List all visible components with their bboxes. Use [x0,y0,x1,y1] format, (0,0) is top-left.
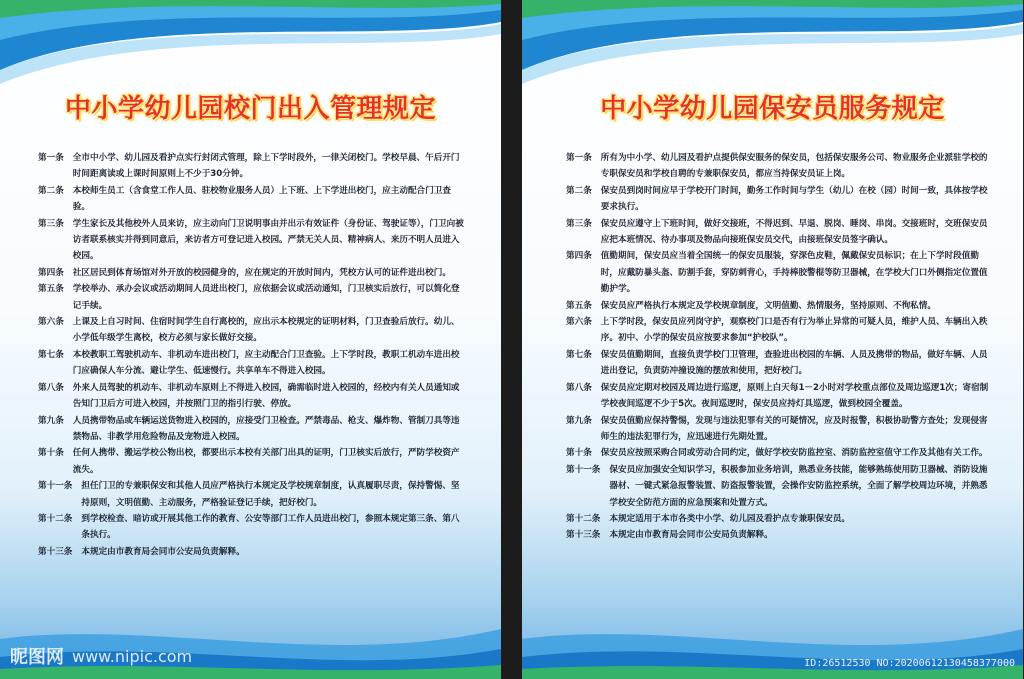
article-number: 第六条 [38,317,64,328]
article-text: 本校教职工驾驶机动车、非机动车进出校门，应主动配合门卫查验。上下学时段，教职工机动车进出校门应确保人车分流、避让学生、低速慢行。共享单车不得进入校园。 [72,349,460,377]
right-poster [522,0,1023,679]
article-text: 保安员值勤期间，直接负责学校门卫管理，查验进出校园的车辆、人员及携带的物品，做好车辆、人员进出登记，负责防冲撞设施的摆放和使用，把好校门。 [600,349,988,377]
article-number: 第七条 [566,349,592,360]
article-item [566,462,990,511]
article-number: 第四条 [566,251,592,262]
article-item [566,298,990,314]
top-wave-decoration [522,0,1023,90]
article-text: 本规定由市教育局会同市公安局负责解释。 [81,546,245,557]
article-number: 第七条 [38,349,64,360]
article-number: 第九条 [38,415,64,426]
article-text: 全市中小学、幼儿园及看护点实行封闭式管理，除上下学时段外，一律关闭校门。学校早晨、午后开门时间距离读或上课时间原则上不少于30分钟。 [72,153,460,180]
article-item [566,445,990,461]
article-text: 保安员应遵守上下班时间，做好交接班，不得迟到、早退、脱岗、睡岗、串岗。交接班时，交班保安员应把本班情况、待办事项及物品向接班保安员交代，由接班保安员签字确认。 [600,218,988,246]
article-number: 第一条 [38,153,64,163]
article-text: 社区居民到体育场馆对外开放的校园健身的，应在规定的开放时间内，凭校方认可的证件进出校门。 [72,267,451,278]
article-number: 第九条 [566,415,592,426]
article-item [38,150,464,183]
article-number: 第十一条 [38,481,73,492]
article-list [566,150,990,544]
article-number: 第四条 [38,267,64,278]
article-item [38,347,464,380]
article-text: 上课及上自习时间、住宿时间学生自行离校的，应出示本校规定的证明材料，门卫查验后放行。幼儿、小学低年级学生离校，校方必须与家长做好交接。 [72,317,460,344]
article-text: 本校师生员工（含食堂工作人员、驻校物业服务人员）上下班、上下学进出校门，应主动配合门卫查验。 [72,185,451,213]
article-number: 第八条 [566,382,592,393]
top-wave-decoration [0,0,501,90]
article-item [38,265,464,281]
watermark-brand [10,643,192,669]
article-text: 本规定适用于本市各类中小学、幼儿园及看护点专兼职保安员。 [609,513,851,524]
article-item [566,216,990,249]
article-text: 学生家长及其他校外人员来访，应主动向门卫说明事由并出示有效证件（身份证、驾驶证等），门卫向被访者联系核实并得到同意后，来访者方可登记进入校园。严禁无关人员、精神病人、来历不明人员进入校园。 [72,218,464,262]
brand-text: 昵图网 [10,647,64,668]
article-number: 第一条 [566,153,592,163]
article-item [38,281,464,314]
watermark-id: ID:26512530 NO:20200612130458377000 [804,658,1015,669]
article-number: 第五条 [566,300,592,311]
article-item [38,314,464,347]
article-number: 第二条 [566,185,592,196]
article-text: 保安员应严格执行本规定及学校规章制度，文明值勤、热情服务，坚持原则、不徇私情。 [600,300,936,311]
article-item [38,544,464,560]
article-text: 保安员应加强安全知识学习，积极参加业务培训，熟悉业务技能，能够熟练使用防卫器械、消防设施器材、一键式紧急报警装置、防盗报警装置，会操作安防监控系统，全面了解学校周边环境，并熟悉学校安全防范方面的应急预案和处置方式。 [609,464,988,508]
article-item [38,413,464,446]
article-item [566,511,990,527]
article-list [38,150,464,560]
article-text: 保安员值勤应保持警惕，发现与违法犯罪有关的可疑情况，应及时报警，积极协助警方查处；发现侵害师生的违法犯罪行为，应迅速进行先期处置。 [600,415,988,442]
poster-title: 中小学幼儿园保安员服务规定 [600,94,945,124]
article-item [566,347,990,380]
article-text: 本规定由市教育局会同市公安局负责解释。 [609,530,773,541]
article-text: 保安员到岗时间应早于学校开门时间，勤务工作时间与学生（幼儿）在校（园）时间一致，具体按学校要求执行。 [600,185,988,213]
article-number: 第八条 [38,382,64,393]
article-text: 担任门卫的专兼职保安和其他人员应严格执行本规定及学校规章制度，认真履职尽责，保持警惕、坚持原则，文明值勤、主动服务，严格验证登记手续，把好校门。 [81,481,460,508]
left-poster [0,0,501,679]
article-text: 所有为中小学、幼儿园及看护点提供保安服务的保安员，包括保安服务公司、物业服务企业派驻学校的专职保安员和学校自聘的专兼职保安员，都应当持保安员证上岗。 [600,153,988,180]
article-item [38,380,464,413]
article-text: 人员携带物品或车辆运送货物进入校园的，应接受门卫检查。严禁毒品、枪支、爆炸物、管制刀具等违禁物品、非教学用危险物品及宠物进入校园。 [72,415,460,442]
poster-divider [501,0,522,679]
article-number: 第三条 [566,218,592,229]
article-text: 学校举办、承办会议或活动期间人员进出校门，应依据会议或活动通知，门卫核实后放行，可以简化登记手续。 [72,284,460,311]
article-number: 第五条 [38,284,64,295]
site-url: www.nipic.com [72,646,193,666]
poster-title: 中小学幼儿园校门出入管理规定 [64,94,436,124]
article-text: 保安员应按照采购合同或劳动合同约定，做好学校安防监控室、消防监控室值守工作及其他有关工作。 [600,448,988,459]
article-item [566,183,990,216]
article-item [38,478,464,511]
article-text: 保安员应定期对校园及周边进行巡逻，原则上白天每1－2小时对学校重点部位及周边巡逻1次；寄宿制学校夜间巡逻不少于5次。夜间巡逻时，保安员应持灯具巡逻，做到校园全覆盖。 [600,382,989,410]
article-text: 外来人员驾驶的机动车、非机动车原则上不得进入校园，确需临时进入校园的，经校内有关人员通知或告知门卫后方可进入校园，并按照门卫的指引行驶、停放。 [72,382,460,410]
article-number: 第十二条 [38,513,73,524]
article-text: 到学校检查、暗访或开展其他工作的教育、公安等部门工作人员进出校门，参照本规定第三条、第八条执行。 [81,513,460,541]
article-item [38,511,464,544]
article-number: 第十三条 [566,530,601,541]
article-text: 值勤期间，保安员应当着全国统一的保安员服装，穿深色皮鞋，佩戴保安员标识；在上下学时段值勤时，应戴防暴头盔、防割手套，穿防刺背心，手持棒胶警棍等防卫器械，在学校大门口外侧指定位置值勤护学。 [600,251,988,295]
article-number: 第六条 [566,317,592,328]
article-number: 第十三条 [38,546,73,557]
article-number: 第十条 [566,448,592,459]
article-item [566,380,990,413]
article-number: 第三条 [38,218,64,229]
article-item [38,445,464,478]
article-number: 第二条 [38,185,64,196]
article-item [566,314,990,347]
article-item [566,150,990,183]
article-item [38,183,464,216]
article-item [566,413,990,446]
article-number: 第十二条 [566,513,601,524]
article-item [38,216,464,265]
article-item [566,527,990,543]
article-text: 任何人携带、搬运学校公物出校，都要出示本校有关部门出具的证明，门卫核实后放行，严防学校资产流失。 [72,448,460,475]
article-number: 第十一条 [566,464,601,475]
article-number: 第十条 [38,448,64,459]
article-item [566,248,990,297]
article-text: 上下学时段，保安员应列岗守护，观察校门口是否有行为举止异常的可疑人员，维护人员、车辆出入秩序。初中、小学的保安员应按要求参加“护校队”。 [600,317,988,344]
